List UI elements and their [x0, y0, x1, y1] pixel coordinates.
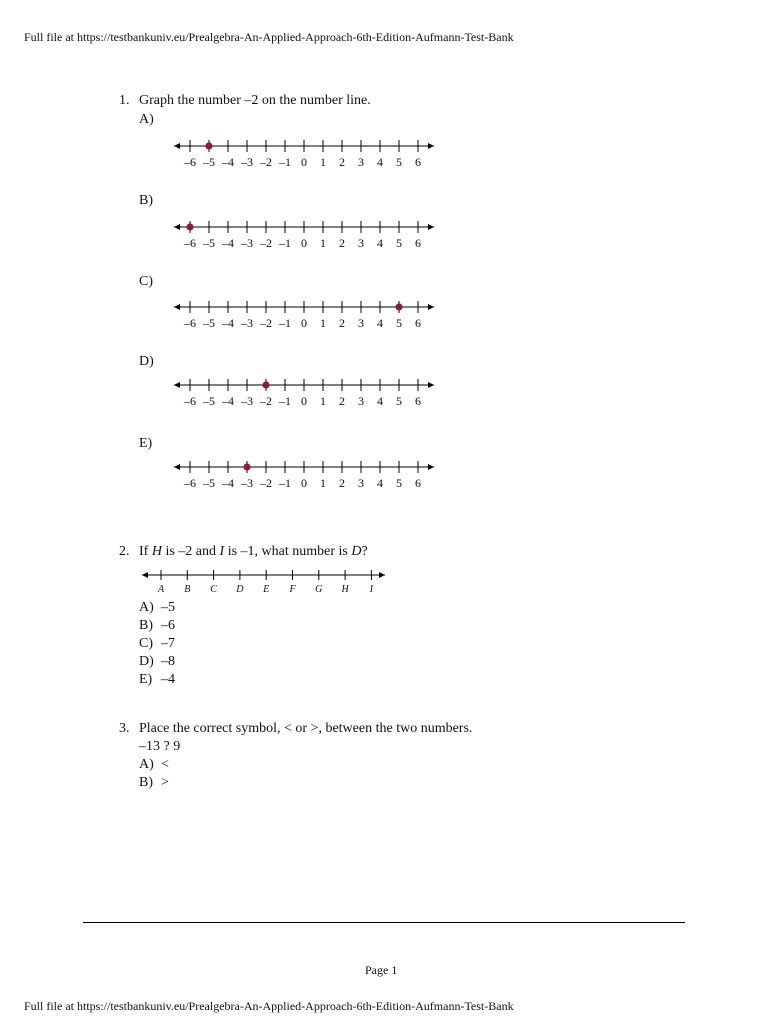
tick-label: 1 — [320, 316, 326, 330]
tick-label: –3 — [241, 476, 253, 490]
tick-label: 2 — [339, 476, 345, 490]
tick-label: 6 — [415, 236, 421, 250]
tick-label: –1 — [279, 316, 291, 330]
footer-divider — [83, 922, 685, 923]
tick-label: 0 — [301, 476, 307, 490]
tick-letter-label: H — [341, 584, 349, 595]
tick-label: –3 — [241, 316, 253, 330]
q1-option-c-number-line — [170, 295, 440, 331]
q2-option-a: A) –5 — [139, 600, 175, 615]
tick-label: 3 — [358, 394, 364, 408]
tick-label: –1 — [279, 155, 291, 169]
tick-label: 3 — [358, 316, 364, 330]
right-arrow-icon — [428, 382, 434, 388]
tick-label: 6 — [415, 155, 421, 169]
question-2-text: If H is –2 and I is –1, what number is D? — [139, 544, 368, 559]
q1-option-a-number-line — [170, 134, 440, 170]
tick-label: 5 — [396, 236, 402, 250]
tick-label: 1 — [320, 236, 326, 250]
left-arrow-icon — [174, 224, 180, 230]
tick-label: –3 — [241, 155, 253, 169]
plotted-point — [186, 223, 193, 230]
left-arrow-icon — [142, 572, 148, 578]
tick-label: –6 — [184, 476, 196, 490]
tick-label: 3 — [358, 236, 364, 250]
q2-lettered-number-line — [139, 564, 391, 598]
q1-option-a-label: A) — [139, 112, 154, 127]
left-arrow-icon — [174, 304, 180, 310]
tick-letter-label: E — [263, 584, 270, 595]
tick-label: –1 — [279, 236, 291, 250]
plotted-point — [243, 463, 250, 470]
tick-label: –3 — [241, 394, 253, 408]
q1-option-d-number-line — [170, 373, 440, 409]
tick-label: 3 — [358, 476, 364, 490]
tick-label: 5 — [396, 316, 402, 330]
tick-label: –2 — [260, 236, 272, 250]
right-arrow-icon — [428, 304, 434, 310]
tick-label: 4 — [377, 476, 383, 490]
q3-option-a: A) < — [139, 757, 169, 772]
q2-option-e: E) –4 — [139, 672, 175, 687]
tick-label: –6 — [184, 155, 196, 169]
page-footer-link-text: Full file at https://testbankuniv.eu/Prealgebra-An-Applied-Approach-6th-Edition-Aufmann-Test-Bank — [24, 999, 514, 1013]
tick-label: 5 — [396, 394, 402, 408]
tick-label: 0 — [301, 155, 307, 169]
right-arrow-icon — [428, 224, 434, 230]
question-3-expression: –13 ? 9 — [139, 739, 181, 754]
tick-label: –3 — [241, 236, 253, 250]
left-arrow-icon — [174, 382, 180, 388]
plotted-point — [262, 381, 269, 388]
tick-label: –2 — [260, 155, 272, 169]
right-arrow-icon — [428, 464, 434, 470]
q1-option-b-label: B) — [139, 193, 153, 208]
tick-label: 1 — [320, 476, 326, 490]
tick-label: –2 — [260, 476, 272, 490]
question-1-text: Graph the number –2 on the number line. — [139, 93, 371, 108]
tick-letter-label: I — [369, 584, 374, 595]
tick-label: –4 — [222, 476, 234, 490]
tick-label: 4 — [377, 236, 383, 250]
tick-label: –6 — [184, 236, 196, 250]
q1-option-d-label: D) — [139, 354, 154, 369]
tick-label: 6 — [415, 394, 421, 408]
tick-label: –5 — [203, 316, 215, 330]
question-1-number: 1. — [119, 93, 130, 108]
tick-label: 6 — [415, 476, 421, 490]
tick-label: 0 — [301, 394, 307, 408]
tick-label: 5 — [396, 476, 402, 490]
tick-label: 0 — [301, 236, 307, 250]
q3-option-b: B) > — [139, 775, 169, 790]
tick-label: –6 — [184, 394, 196, 408]
tick-label: 2 — [339, 155, 345, 169]
question-3-text: Place the correct symbol, < or >, between the two numbers. — [139, 721, 473, 736]
tick-label: 2 — [339, 394, 345, 408]
q2-option-d: D) –8 — [139, 654, 175, 669]
tick-label: –2 — [260, 316, 272, 330]
right-arrow-icon — [428, 143, 434, 149]
tick-label: 1 — [320, 155, 326, 169]
tick-label: 4 — [377, 394, 383, 408]
tick-label: –6 — [184, 316, 196, 330]
tick-letter-label: D — [236, 584, 244, 595]
q1-option-c-label: C) — [139, 274, 153, 289]
tick-label: –5 — [203, 476, 215, 490]
tick-label: –4 — [222, 155, 234, 169]
tick-label: 4 — [377, 316, 383, 330]
tick-label: –5 — [203, 394, 215, 408]
page-header-link-text: Full file at https://testbankuniv.eu/Prealgebra-An-Applied-Approach-6th-Edition-Aufmann-Test-Bank — [24, 30, 514, 44]
left-arrow-icon — [174, 143, 180, 149]
question-2-number: 2. — [119, 544, 130, 559]
right-arrow-icon — [379, 572, 385, 578]
tick-label: –4 — [222, 394, 234, 408]
tick-label: 0 — [301, 316, 307, 330]
tick-label: –5 — [203, 155, 215, 169]
plotted-point — [395, 303, 402, 310]
tick-label: 1 — [320, 394, 326, 408]
tick-letter-label: G — [315, 584, 323, 595]
plotted-point — [205, 142, 212, 149]
left-arrow-icon — [174, 464, 180, 470]
tick-label: –1 — [279, 394, 291, 408]
tick-label: –4 — [222, 316, 234, 330]
tick-label: –4 — [222, 236, 234, 250]
tick-label: 4 — [377, 155, 383, 169]
tick-label: –5 — [203, 236, 215, 250]
tick-label: 6 — [415, 316, 421, 330]
question-3-number: 3. — [119, 721, 130, 736]
tick-letter-label: C — [210, 584, 217, 595]
q1-option-b-number-line — [170, 215, 440, 251]
q2-option-c: C) –7 — [139, 636, 175, 651]
q2-option-b: B) –6 — [139, 618, 175, 633]
page-number: Page 1 — [365, 963, 398, 977]
tick-label: 2 — [339, 316, 345, 330]
tick-label: 5 — [396, 155, 402, 169]
tick-label: 2 — [339, 236, 345, 250]
tick-label: –1 — [279, 476, 291, 490]
q1-option-e-number-line — [170, 455, 440, 491]
q1-option-e-label: E) — [139, 436, 153, 451]
tick-label: –2 — [260, 394, 272, 408]
tick-label: 3 — [358, 155, 364, 169]
tick-letter-label: A — [157, 584, 165, 595]
tick-letter-label: B — [184, 584, 191, 595]
tick-letter-label: F — [289, 584, 296, 595]
